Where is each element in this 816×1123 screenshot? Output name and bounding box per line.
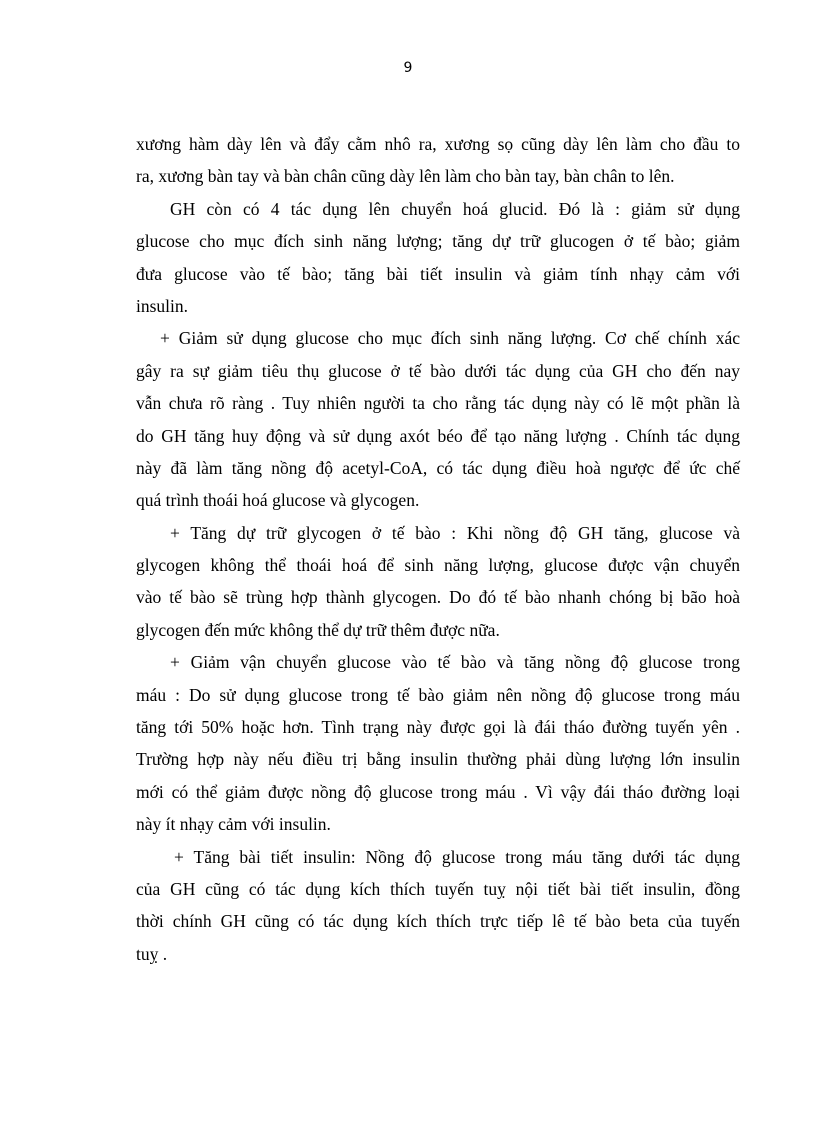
text-line: mới có thể giảm được nồng độ glucose trong máu . Vì vậy đái tháo đường loại (136, 781, 740, 802)
text-line: + Tăng dự trữ glycogen ở tế bào : Khi nồng độ GH tăng, glucose và (170, 522, 740, 543)
text-line: đưa glucose vào tế bào; tăng bài tiết insulin và giảm tính nhạy cảm với (136, 263, 740, 284)
text-line: tăng tới 50% hoặc hơn. Tình trạng này được gọi là đái tháo đường tuyến yên . (136, 717, 740, 738)
body-text (136, 128, 740, 970)
text-line: do GH tăng huy động và sử dụng axót béo để tạo năng lượng . Chính tác dụng (136, 425, 740, 446)
text-line: này đã làm tăng nồng độ acetyl-CoA, có tác dụng điều hoà ngược để ức chế (136, 457, 740, 478)
text-line: xương hàm dày lên và đẩy cằm nhô ra, xương sọ cũng dày lên làm cho đầu to (136, 134, 740, 154)
paragraph (136, 841, 740, 971)
paragraph (136, 517, 740, 647)
paragraph (136, 322, 740, 516)
paragraph (136, 193, 740, 323)
text-line: của GH cũng có tác dụng kích thích tuyến tuỵ nội tiết bài tiết insulin, đồng (136, 878, 740, 899)
text-line: + Tăng bài tiết insulin: Nồng độ glucose trong máu tăng dưới tác dụng (174, 846, 740, 867)
text-line: glycogen không thể thoái hoá để sinh năng lượng, glucose được vận chuyển (136, 555, 740, 576)
text-line: + Giảm vận chuyển glucose vào tế bào và tăng nồng độ glucose trong (170, 652, 740, 673)
text-line: + Giảm sử dụng glucose cho mục đích sinh năng lượng. Cơ chế chính xác (160, 328, 740, 349)
text-line: gây ra sự giảm tiêu thụ glucose ở tế bào dưới tác dụng của GH cho đến nay (136, 360, 740, 381)
paragraph (136, 646, 740, 840)
text-line: GH còn có 4 tác dụng lên chuyển hoá glucid. Đó là : giảm sử dụng (170, 198, 740, 219)
text-line: quá trình thoái hoá glucose và glycogen. (136, 490, 420, 511)
page-number: 9 (403, 60, 413, 76)
text-line: glycogen đến mức không thể dự trữ thêm được nữa. (136, 619, 500, 640)
text-line: ra, xương bàn tay và bàn chân cũng dày lên làm cho bàn tay, bàn chân to lên. (136, 166, 675, 187)
text-line: tuỵ . (136, 943, 168, 964)
text-line: Trường hợp này nếu điều trị bằng insulin thường phải dùng lượng lớn insulin (136, 749, 740, 770)
text-line: máu : Do sử dụng glucose trong tế bào giảm nên nồng độ glucose trong máu (136, 684, 740, 705)
text-line: insulin. (136, 295, 189, 316)
text-line: vào tế bào sẽ trùng hợp thành glycogen. Do đó tế bào nhanh chóng bị bão hoà (136, 587, 740, 608)
paragraph (136, 128, 740, 193)
text-line: thời chính GH cũng có tác dụng kích thích trực tiếp lê tế bào beta của tuyến (136, 911, 740, 932)
text-line: glucose cho mục đích sinh năng lượng; tăng dự trữ glucogen ở tế bào; giảm (136, 231, 740, 252)
text-line: vẫn chưa rõ ràng . Tuy nhiên người ta cho rằng tác dụng này có lẽ một phần là (136, 393, 740, 414)
text-line: này ít nhạy cảm với insulin. (136, 814, 331, 835)
